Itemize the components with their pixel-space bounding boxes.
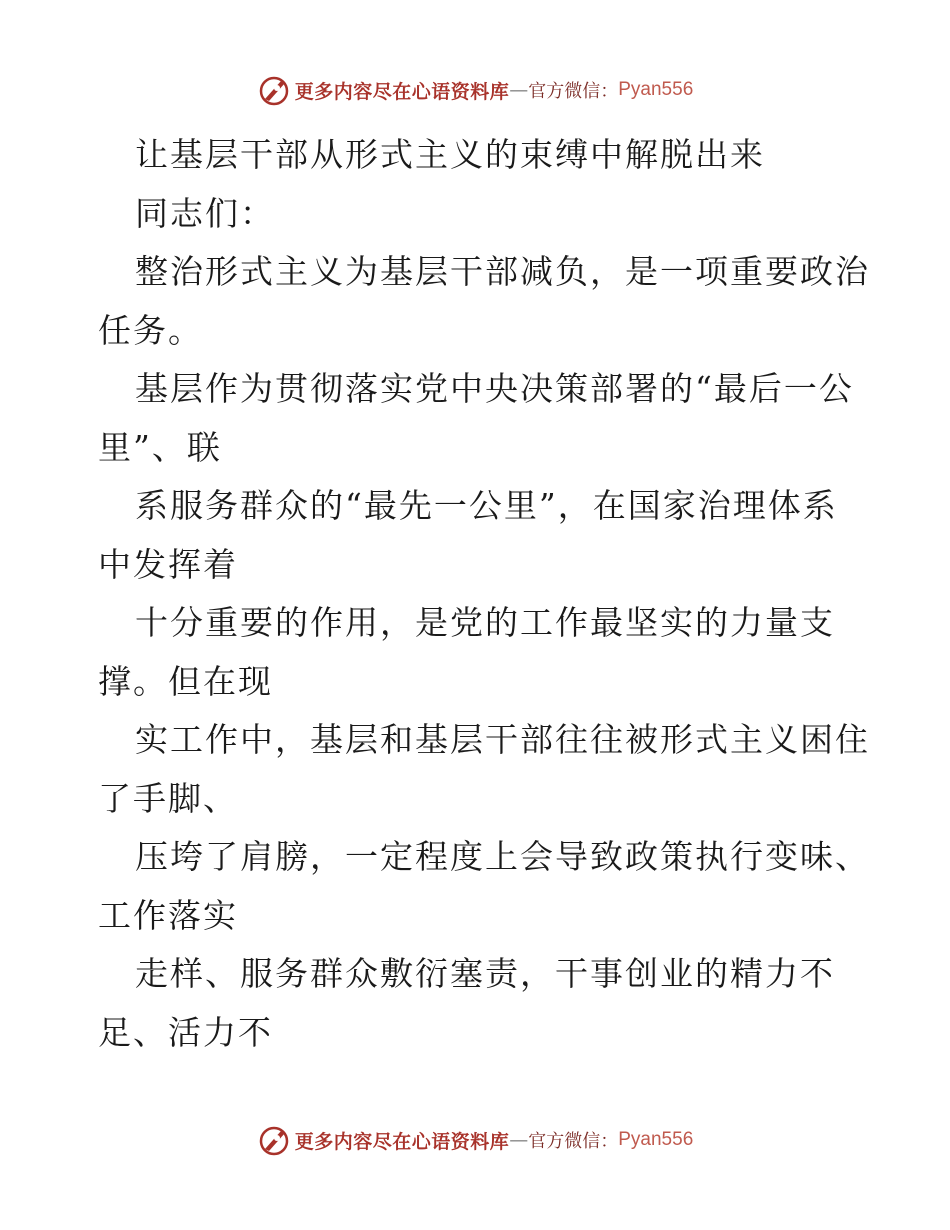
paragraph-line: 实工作中，基层和基层干部往往被形式主义困住	[135, 720, 870, 759]
banner-wechat-id: Pyan556	[618, 79, 694, 100]
document-title: 让基层干部从形式主义的束缚中解脱出来	[135, 135, 765, 174]
paragraph-line: 走样、服务群众敷衍塞责，干事创业的精力不	[135, 954, 835, 993]
document-body	[98, 126, 870, 1062]
banner-wechat-label: 官方微信：	[528, 1131, 619, 1152]
paragraph-line: 十分重要的作用，是党的工作最坚实的力量支	[135, 603, 835, 642]
footer-watermark-banner	[0, 1120, 950, 1160]
paragraph-line: 系服务群众的“最先一公里”，在国家治理体系	[135, 486, 838, 525]
header-watermark-banner	[0, 70, 950, 110]
paragraph-line: 中发挥着	[98, 544, 238, 584]
paragraph-line: 里”、联	[98, 427, 222, 467]
paragraph-line: 基层作为贯彻落实党中央决策部署的“最后一公	[135, 369, 854, 408]
paragraph-line: 任务。	[98, 310, 203, 350]
pen-circle-logo-icon	[257, 1123, 291, 1157]
paragraph-line: 整治形式主义为基层干部减负，是一项重要政治	[135, 252, 870, 291]
banner-separator: —	[509, 79, 529, 101]
paragraph-line: 了手脚、	[98, 778, 238, 818]
pen-circle-logo-icon	[257, 73, 291, 107]
paragraph-line: 足、活力不	[98, 1012, 273, 1052]
banner-separator: —	[509, 1129, 529, 1151]
paragraph-line: 工作落实	[98, 895, 238, 935]
banner-text: 更多内容尽在心语资料库	[294, 80, 510, 103]
salutation: 同志们：	[135, 193, 275, 233]
banner-wechat-label: 官方微信：	[528, 81, 619, 102]
paragraph-line: 撑。但在现	[98, 661, 273, 701]
banner-wechat-id: Pyan556	[618, 1129, 694, 1150]
banner-text: 更多内容尽在心语资料库	[294, 1130, 510, 1153]
paragraph-line: 压垮了肩膀，一定程度上会导致政策执行变味、	[135, 837, 870, 876]
